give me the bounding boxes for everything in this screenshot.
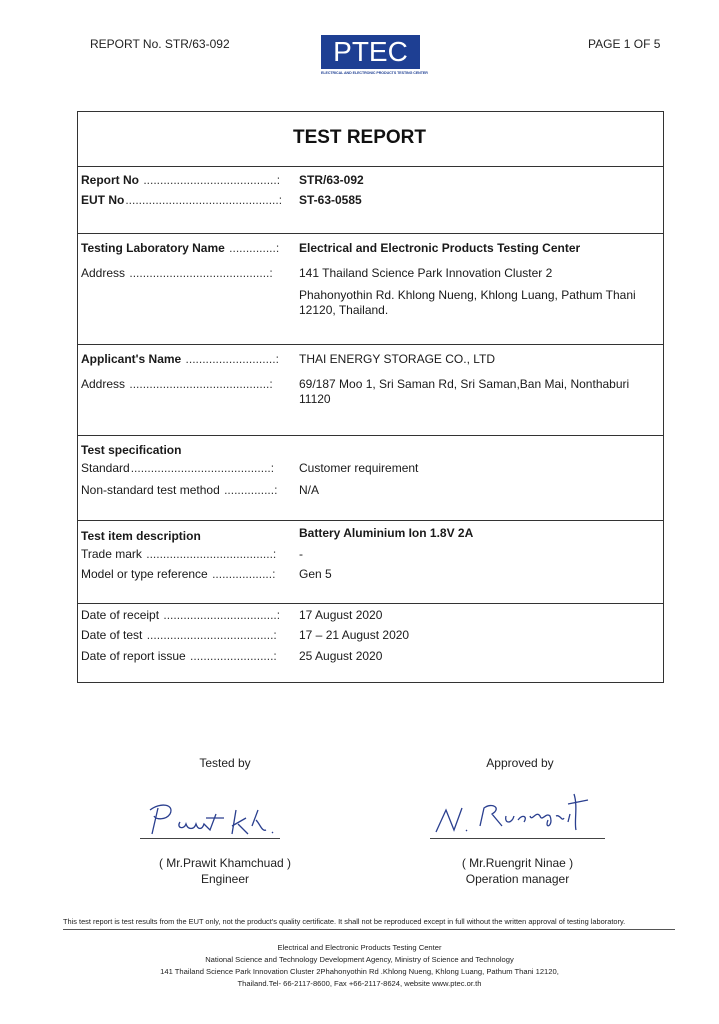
lab-address-line-2: Phahonyothin Rd. Khlong Nueng, Khlong Luang, Pathum Thani xyxy=(299,288,636,302)
nonstandard-method-value: N/A xyxy=(299,483,320,497)
disclaimer: This test report is test results from the EUT only, not the product's quality certificate. It shall not be reproduced except in full without the written approval of testing laboratory. xyxy=(63,917,675,930)
approved-by-label: Approved by xyxy=(486,756,554,770)
standard-value: Customer requirement xyxy=(299,461,419,475)
approved-by-name: ( Mr.Ruengrit Ninae ) Operation manager xyxy=(461,856,574,886)
signature-line xyxy=(140,838,280,839)
trademark-value: - xyxy=(299,547,303,561)
svg-text:N. Ruengrit: N. Ruengrit xyxy=(432,773,513,790)
test-item-heading: Test item description xyxy=(81,529,201,543)
lab-name-value: Electrical and Electronic Products Testing Center xyxy=(299,241,581,255)
footer-line-3: Thailand.Tel- 66-2117-8600, Fax +66-2117-8624, website www.ptec.or.th xyxy=(237,979,482,988)
date-of-test-label: Date of test ......................................: xyxy=(81,628,277,642)
divider xyxy=(77,435,664,436)
test-item-description: Battery Aluminium Ion 1.8V 2A xyxy=(299,526,474,540)
eut-no-label: EUT No..............................................: xyxy=(81,193,283,207)
applicant-address-line-1: 69/187 Moo 1, Sri Saman Rd, Sri Saman,Ban Mai, Nonthaburi xyxy=(299,377,630,391)
divider xyxy=(77,603,664,604)
report-title: TEST REPORT xyxy=(292,127,426,148)
applicant-name-value: THAI ENERGY STORAGE CO., LTD xyxy=(299,352,496,366)
applicant-address-label: Address ..........................................: xyxy=(81,377,273,391)
date-of-report-issue-label: Date of report issue .........................: xyxy=(81,649,277,663)
logo-subtitle: ELECTRICAL AND ELECTRONIC PRODUCTS TESTING CENTER xyxy=(321,71,428,75)
logo-text: PTEC xyxy=(321,35,420,69)
divider xyxy=(77,233,664,234)
footer-line-2: 141 Thailand Science Park Innovation Cluster 2Phahonyothin Rd .Khlong Nueng, Khlong Luang, Pathum Thani 12120, xyxy=(160,967,559,976)
date-of-report-issue-value: 25 August 2020 xyxy=(299,649,383,663)
ptec-logo xyxy=(321,35,428,81)
footer-line-1: National Science and Technology Development Agency, Ministry of Science and Technology xyxy=(205,955,514,964)
tested-by-label: Tested by xyxy=(199,756,251,770)
divider xyxy=(77,520,664,521)
lab-address-line-1: 141 Thailand Science Park Innovation Cluster 2 xyxy=(299,266,553,280)
standard-label: Standard..........................................: xyxy=(81,461,275,475)
signature-line xyxy=(430,838,605,839)
svg-text:Praavit Kh.: Praavit Kh. xyxy=(140,783,219,800)
tested-by-signature xyxy=(140,783,280,844)
tested-by-name: ( Mr.Prawit Khamchuad ) Engineer xyxy=(158,856,292,886)
eut-no-value: ST-63-0585 xyxy=(299,193,362,207)
page-number: PAGE 1 OF 5 xyxy=(588,37,661,51)
date-of-receipt-value: 17 August 2020 xyxy=(299,608,383,622)
applicant-name-label: Applicant's Name ...........................: xyxy=(81,352,279,366)
model-label: Model or type reference ..................: xyxy=(81,567,276,581)
footer-organization: Electrical and Electronic Products Testing Center xyxy=(277,943,442,952)
divider xyxy=(77,344,664,345)
lab-name-label: Testing Laboratory Name ..............: xyxy=(81,241,280,255)
report-no-label: Report No ........................................: xyxy=(81,173,281,187)
lab-address-line-3: 12120, Thailand. xyxy=(299,303,389,317)
header-report-number: REPORT No. STR/63-092 xyxy=(90,37,230,51)
trademark-label: Trade mark ......................................: xyxy=(81,547,277,561)
model-value: Gen 5 xyxy=(299,567,332,581)
applicant-address-line-2: 11120 xyxy=(299,392,331,406)
test-spec-heading: Test specification xyxy=(81,443,182,457)
divider xyxy=(77,166,664,167)
report-no-value: STR/63-092 xyxy=(299,173,364,187)
approved-by-signature xyxy=(432,773,612,846)
date-of-test-value: 17 – 21 August 2020 xyxy=(299,628,410,642)
lab-address-label: Address ..........................................: xyxy=(81,266,273,280)
date-of-receipt-label: Date of receipt ..................................: xyxy=(81,608,281,622)
nonstandard-method-label: Non-standard test method ...............: xyxy=(81,483,278,497)
